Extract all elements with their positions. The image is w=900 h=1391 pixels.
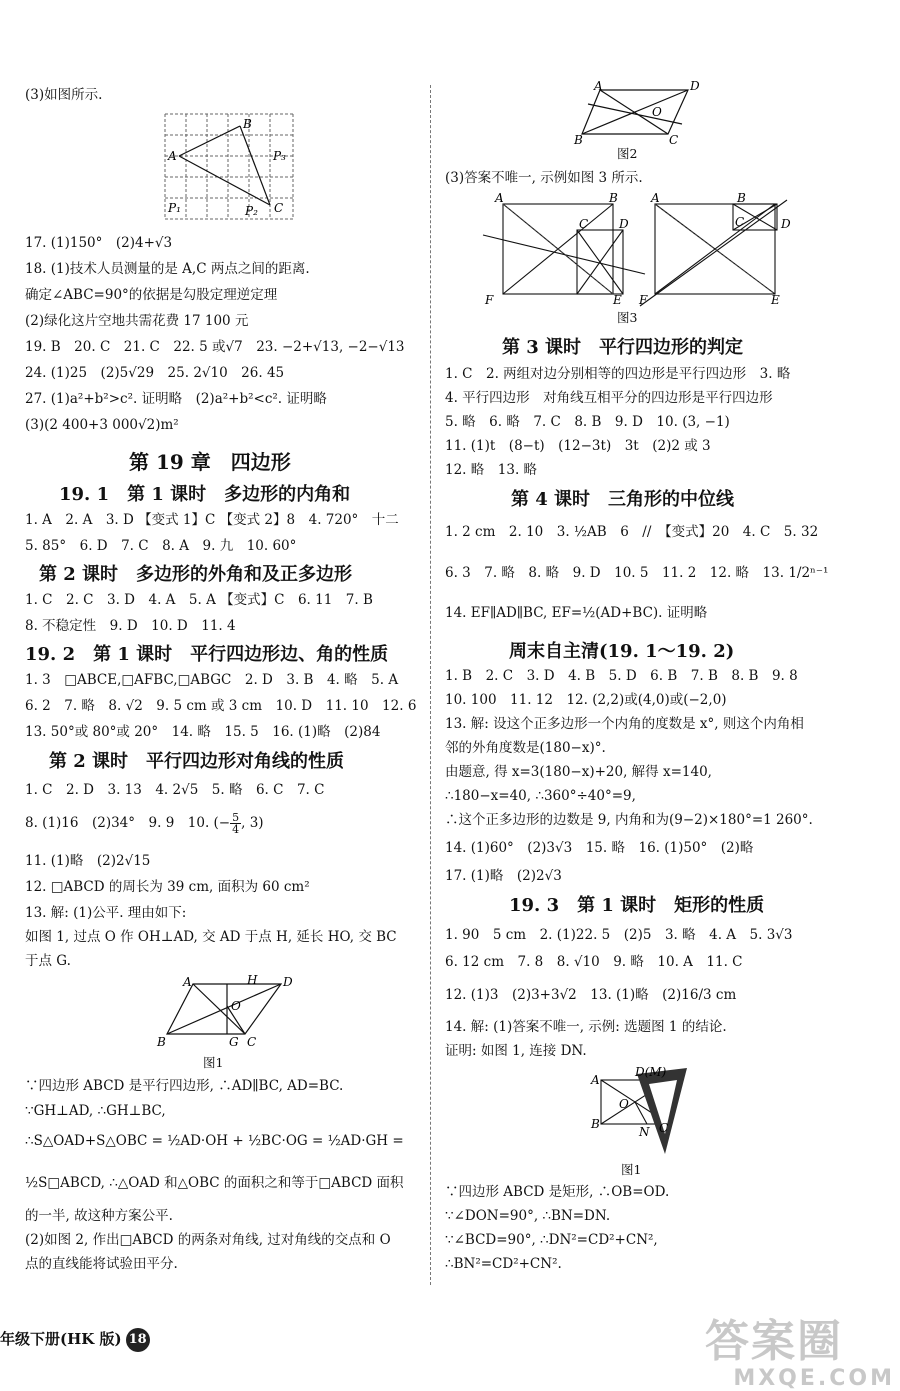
answer-line: 1. 90 5 cm 2. (1)22. 5 (2)5 3. 略 4. A 5. 3√3 bbox=[445, 927, 793, 943]
answer-line: 1. 2 cm 2. 10 3. ½AB 6 // 【变式】20 4. C 5. 32 bbox=[445, 524, 819, 540]
label-a: A bbox=[168, 149, 177, 163]
svg-text:B: B bbox=[609, 191, 618, 205]
svg-text:E: E bbox=[613, 293, 622, 307]
answer-line: 19. B 20. C 21. C 22. 5 或√7 23. −2+√13, −2−√13 bbox=[25, 339, 405, 355]
figure-rectangle-triangle bbox=[585, 1062, 695, 1158]
answer-line: 1. A 2. A 3. D 【变式 1】C 【变式 2】8 4. 720° 十二 bbox=[25, 512, 399, 528]
svg-text:B: B bbox=[591, 1117, 600, 1131]
label-b: B bbox=[243, 117, 252, 131]
svg-text:A: A bbox=[183, 975, 192, 989]
answer-line: ∵四边形 ABCD 是矩形, ∴OB=OD. bbox=[445, 1184, 670, 1200]
svg-text:B: B bbox=[574, 133, 583, 147]
answer-line: 14. 解: (1)答案不唯一, 示例: 选题图 1 的结论. bbox=[445, 1019, 727, 1035]
label-p2: P₂ bbox=[245, 204, 258, 218]
answer-line: 12. (1)3 (2)3+3√2 13. (1)略 (2)16/3 cm bbox=[445, 987, 737, 1003]
section-title: 19. 3 第 1 课时 矩形的性质 bbox=[509, 895, 765, 916]
svg-text:H: H bbox=[247, 973, 258, 987]
figure-caption: 图1 bbox=[621, 1162, 642, 1177]
answer-line: 12. □ABCD 的周长为 39 cm, 面积为 60 cm² bbox=[25, 879, 310, 895]
column-divider bbox=[430, 85, 431, 1285]
answer-line: 24. (1)25 (2)5√29 25. 2√10 26. 45 bbox=[25, 365, 285, 381]
answer-line: 4. 平行四边形 对角线互相平分的四边形是平行四边形 bbox=[445, 390, 773, 406]
svg-text:D(M): D(M) bbox=[635, 1065, 667, 1079]
svg-text:A: A bbox=[495, 191, 504, 205]
answer-line: ∴BN²=CD²+CN². bbox=[445, 1256, 562, 1272]
answer-line: 14. EF∥AD∥BC, EF=½(AD+BC). 证明略 bbox=[445, 605, 708, 621]
label-p1: P₁ bbox=[168, 201, 181, 215]
answer-line: ∴180−x=40, ∴360°÷40°=9, bbox=[445, 788, 636, 804]
watermark-line2: MXQE.COM bbox=[733, 1366, 895, 1391]
answer-line: 10. 100 11. 12 12. (2,2)或(4,0)或(−2,0) bbox=[445, 692, 727, 708]
answer-line: 5. 略 6. 略 7. C 8. B 9. D 10. (3, −1) bbox=[445, 414, 730, 430]
answer-line: ∵∠DON=90°, ∴BN=DN. bbox=[445, 1208, 611, 1224]
answer-line: ∵四边形 ABCD 是平行四边形, ∴AD∥BC, AD=BC. bbox=[25, 1078, 344, 1094]
answer-line: (2)绿化这片空地共需花费 17 100 元 bbox=[25, 313, 249, 329]
svg-text:C: C bbox=[247, 1035, 257, 1049]
section-title: 周末自主清(19. 1～19. 2) bbox=[509, 641, 735, 662]
answer-line: 13. 解: (1)公平. 理由如下: bbox=[25, 905, 187, 921]
grid-figure bbox=[163, 112, 295, 222]
svg-text:B: B bbox=[157, 1035, 166, 1049]
svg-text:D: D bbox=[619, 217, 629, 231]
answer-line: (3)如图所示. bbox=[25, 87, 103, 103]
section-title: 第 2 课时 多边形的外角和及正多边形 bbox=[39, 564, 353, 585]
section-title: 第 4 课时 三角形的中位线 bbox=[511, 489, 735, 510]
answer-line: 如图 1, 过点 O 作 OH⊥AD, 交 AD 于点 H, 延长 HO, 交 BC bbox=[25, 929, 397, 945]
svg-text:O: O bbox=[619, 1097, 629, 1111]
answer-line: 1. 3 □ABCE,□AFBC,□ABGC 2. D 3. B 4. 略 5. A bbox=[25, 672, 399, 688]
section-title: 19. 2 第 1 课时 平行四边形边、角的性质 bbox=[25, 644, 389, 665]
answer-line: 6. 12 cm 7. 8 8. √10 9. 略 10. A 11. C bbox=[445, 954, 743, 970]
answer-line: ½S□ABCD, ∴△OAD 和△OBC 的面积之和等于□ABCD 面积 bbox=[25, 1175, 404, 1191]
svg-text:O: O bbox=[652, 105, 662, 119]
answer-line: 的一半, 故这种方案公平. bbox=[25, 1208, 173, 1224]
chapter-title: 第 19 章 四边形 bbox=[129, 450, 291, 474]
answer-line: 8. (1)16 (2)34° 9. 9 10. (− $\frac{5}{4}$ , 3) bbox=[25, 811, 264, 836]
answer-line: 13. 50°或 80°或 20° 14. 略 15. 5 16. (1)略 (2)84 bbox=[25, 724, 381, 740]
answer-line: 1. C 2. 两组对边分别相等的四边形是平行四边形 3. 略 bbox=[445, 366, 791, 382]
svg-text:F: F bbox=[639, 293, 648, 307]
page-footer bbox=[0, 1328, 150, 1352]
figure-1-parallelogram bbox=[153, 972, 293, 1050]
answer-line: 确定∠ABC=90°的依据是勾股定理逆定理 bbox=[25, 287, 278, 303]
svg-text:E: E bbox=[771, 293, 780, 307]
svg-text:N: N bbox=[639, 1125, 650, 1139]
figure-3-rectangles bbox=[475, 190, 815, 308]
watermark-line1: 答案圈 bbox=[705, 1316, 843, 1367]
answer-line: 1. C 2. D 3. 13 4. 2√5 5. 略 6. C 7. C bbox=[25, 782, 325, 798]
answer-line: 27. (1)a²+b²>c². 证明略 (2)a²+b²<c². 证明略 bbox=[25, 391, 327, 407]
answer-line: 点的直线能将试验田平分. bbox=[25, 1256, 178, 1272]
svg-text:C: C bbox=[659, 1121, 669, 1135]
svg-text:D: D bbox=[283, 975, 293, 989]
answer-line: 18. (1)技术人员测量的是 A,C 两点之间的距离. bbox=[25, 261, 310, 277]
svg-text:A: A bbox=[594, 80, 603, 93]
svg-text:F: F bbox=[485, 293, 494, 307]
answer-line: 6. 3 7. 略 8. 略 9. D 10. 5 11. 2 12. 略 13. 1/2ⁿ⁻¹ bbox=[445, 565, 829, 581]
svg-text:A: A bbox=[651, 191, 660, 205]
svg-text:A: A bbox=[591, 1073, 600, 1087]
answer-line: 17. (1)150° (2)4+√3 bbox=[25, 235, 173, 251]
answer-line: 17. (1)略 (2)2√3 bbox=[445, 868, 562, 884]
section-title: 第 2 课时 平行四边形对角线的性质 bbox=[49, 751, 345, 772]
answer-line: 5. 85° 6. D 7. C 8. A 9. 九 10. 60° bbox=[25, 538, 297, 554]
answer-line: 邻的外角度数是(180−x)°. bbox=[445, 740, 606, 756]
svg-text:G: G bbox=[229, 1035, 239, 1049]
figure-caption: 图2 bbox=[617, 146, 638, 161]
figure-caption: 图3 bbox=[617, 310, 638, 325]
answer-line: ∴这个正多边形的边数是 9, 内角和为(9−2)×180°=1 260°. bbox=[445, 812, 813, 828]
answer-line: 8. 不稳定性 9. D 10. D 11. 4 bbox=[25, 618, 236, 634]
page-number: 18 bbox=[126, 1328, 150, 1352]
svg-text:D: D bbox=[690, 80, 700, 93]
label-c: C bbox=[274, 201, 284, 215]
answer-line: ∵∠BCD=90°, ∴DN²=CD²+CN², bbox=[445, 1232, 658, 1248]
answer-line: (3)(2 400+3 000√2)m² bbox=[25, 417, 179, 433]
section-title: 第 3 课时 平行四边形的判定 bbox=[502, 337, 744, 358]
answer-line: (3)答案不唯一, 示例如图 3 所示. bbox=[445, 170, 643, 186]
svg-text:C: C bbox=[735, 215, 745, 229]
figure-2-parallelogram bbox=[570, 80, 705, 148]
figure-caption: 图1 bbox=[203, 1055, 224, 1070]
answer-line: 由题意, 得 x=3(180−x)+20, 解得 x=140, bbox=[445, 764, 712, 780]
footer-text: 年级下册(HK 版) bbox=[0, 1330, 122, 1348]
svg-text:O: O bbox=[231, 999, 241, 1013]
watermark bbox=[705, 1316, 895, 1391]
answer-line: 11. (1)略 (2)2√15 bbox=[25, 853, 151, 869]
answer-line: 14. (1)60° (2)3√3 15. 略 16. (1)50° (2)略 bbox=[445, 840, 754, 856]
answer-line: 证明: 如图 1, 连接 DN. bbox=[445, 1043, 587, 1059]
svg-text:C: C bbox=[669, 133, 679, 147]
answer-line: 于点 G. bbox=[25, 953, 71, 969]
svg-text:C: C bbox=[579, 217, 589, 231]
answer-line: 1. B 2. C 3. D 4. B 5. D 6. B 7. B 8. B 9. 8 bbox=[445, 668, 798, 684]
svg-text:D: D bbox=[781, 217, 791, 231]
answer-line: (2)如图 2, 作出□ABCD 的两条对角线, 过对角线的交点和 O bbox=[25, 1232, 391, 1248]
answer-line: 6. 2 7. 略 8. √2 9. 5 cm 或 3 cm 10. D 11. 10 12. 6 bbox=[25, 698, 417, 714]
answer-line: ∵GH⊥AD, ∴GH⊥BC, bbox=[25, 1103, 166, 1119]
section-title: 19. 1 第 1 课时 多边形的内角和 bbox=[59, 484, 351, 505]
answer-line: 11. (1)t (8−t) (12−3t) 3t (2)2 或 3 bbox=[445, 438, 711, 454]
label-p3: P₃ bbox=[273, 149, 286, 163]
answer-line: 1. C 2. C 3. D 4. A 5. A 【变式】C 6. 11 7. B bbox=[25, 592, 373, 608]
answer-line: 13. 解: 设这个正多边形一个内角的度数是 x°, 则这个内角相 bbox=[445, 716, 804, 732]
svg-text:B: B bbox=[737, 191, 746, 205]
answer-line: 12. 略 13. 略 bbox=[445, 462, 538, 478]
answer-line: ∴S△OAD+S△OBC = ½AD·OH + ½BC·OG = ½AD·GH = bbox=[25, 1133, 404, 1149]
